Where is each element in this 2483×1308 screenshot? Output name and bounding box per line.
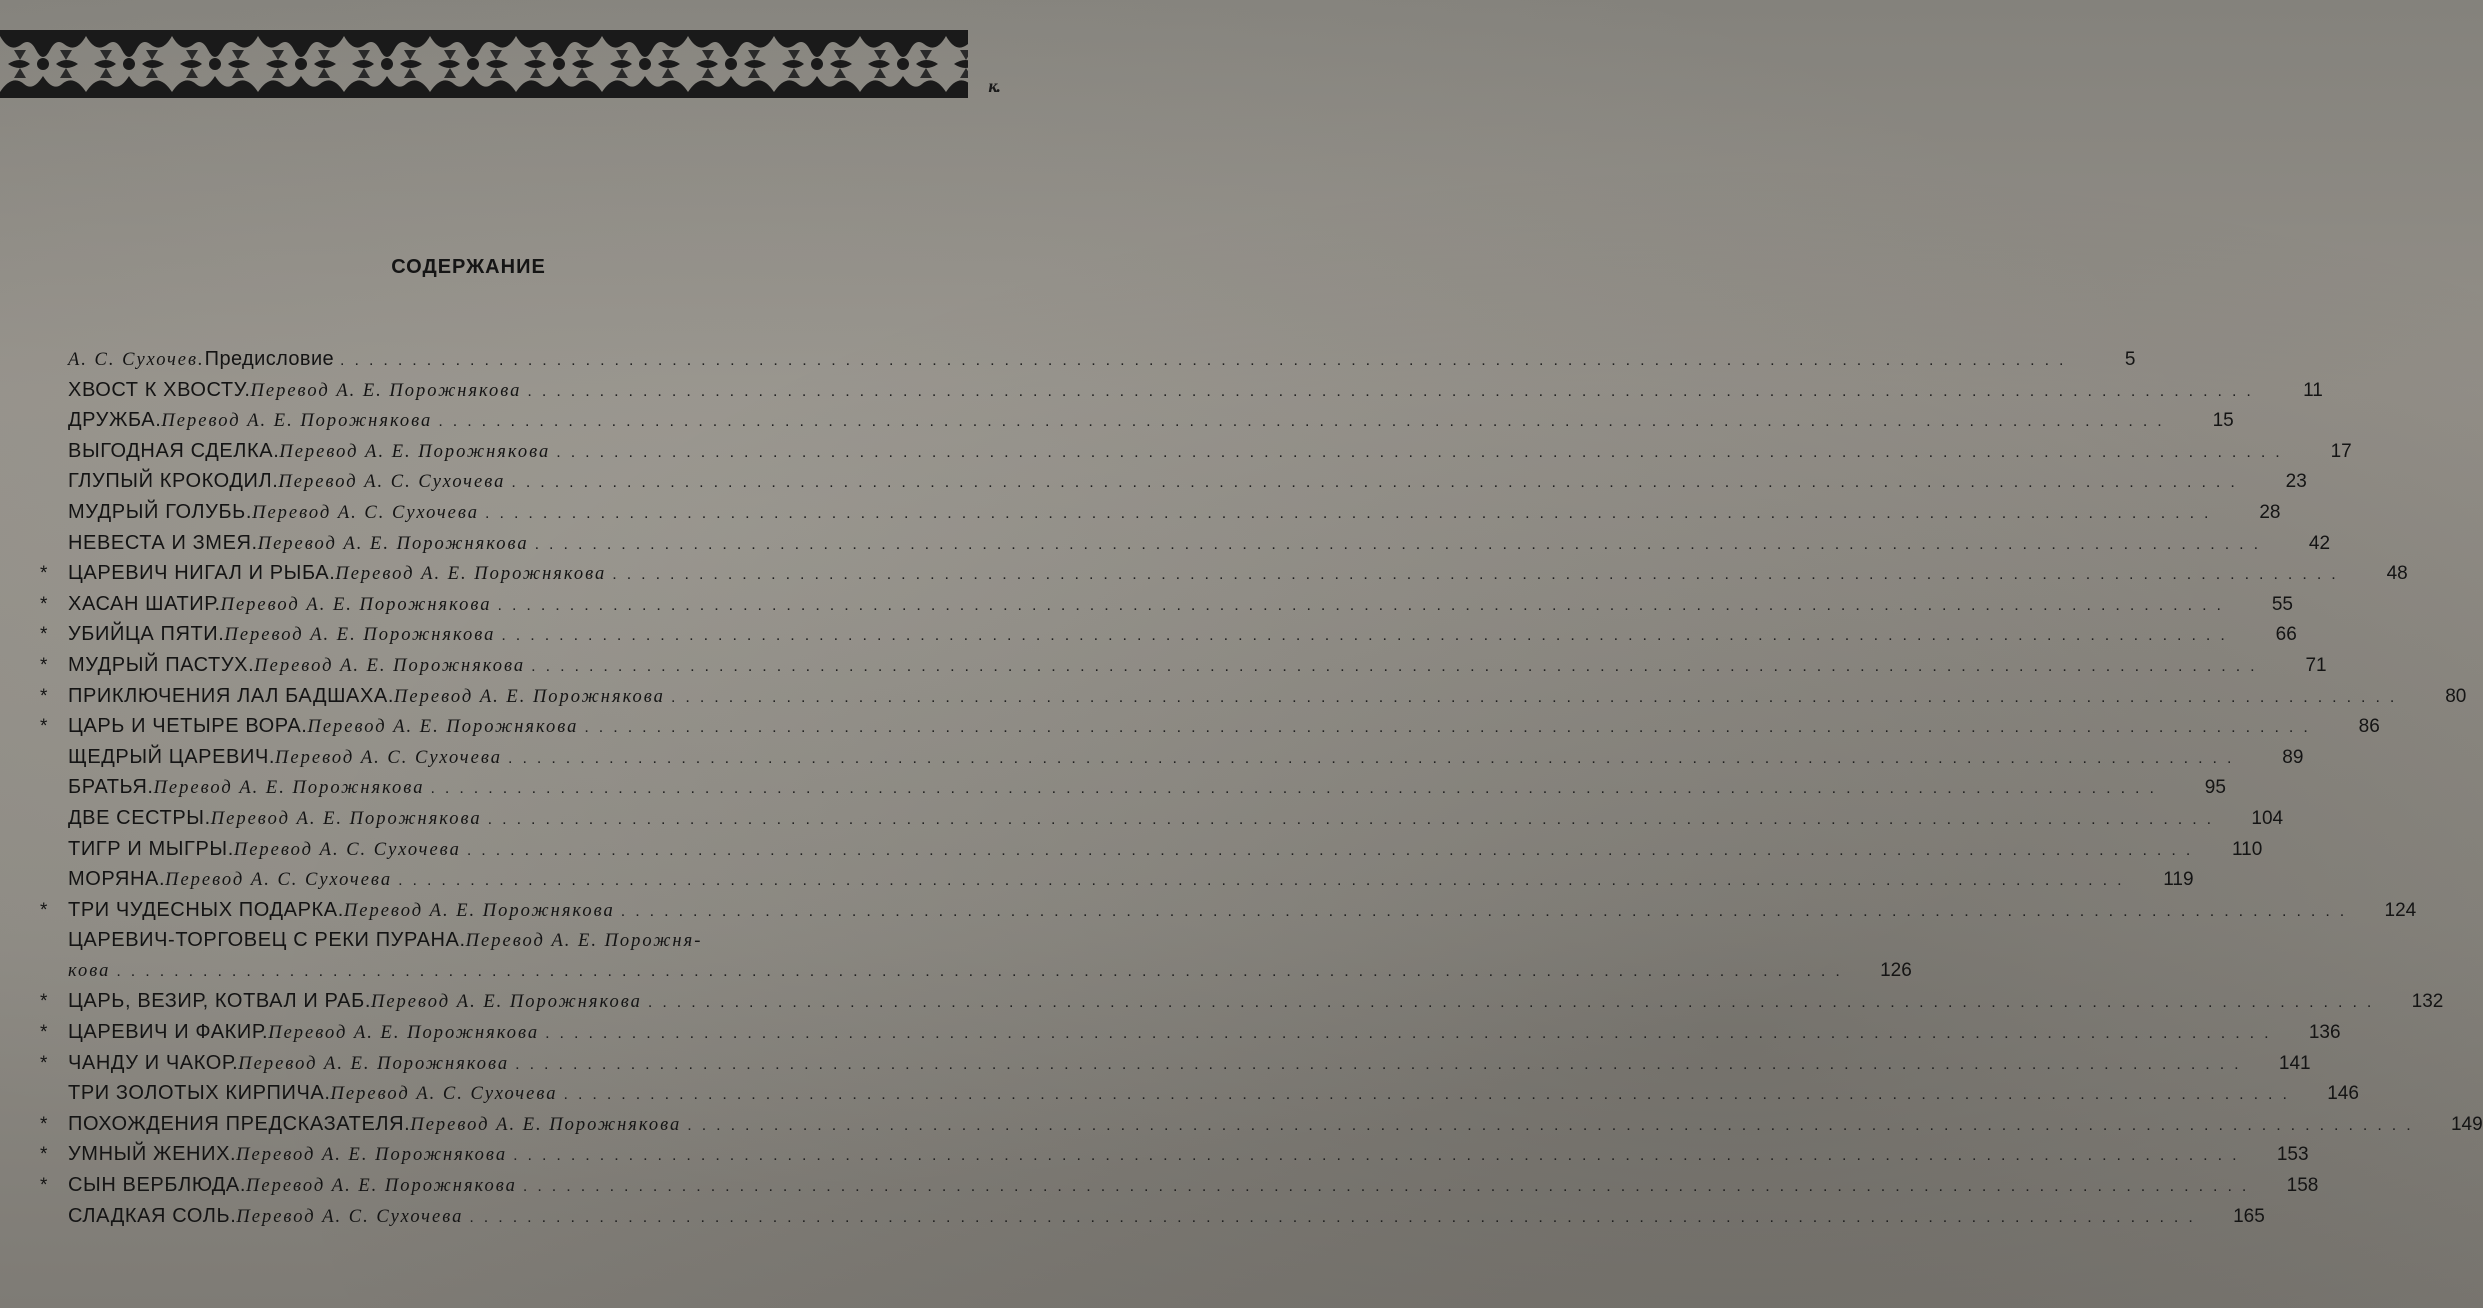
page-number: 86 — [2358, 716, 2380, 738]
page-number: 5 — [2124, 349, 2136, 370]
page-number: 146 — [2327, 1083, 2359, 1105]
entry-marker: * — [40, 1175, 48, 1197]
toc-entry — [32, 834, 2263, 865]
entry-marker: * — [40, 1144, 48, 1166]
page-number: 132 — [2411, 991, 2444, 1013]
entry-translator: Перевод А. Е. Порожнякова — [224, 625, 496, 646]
toc-entry — [32, 1017, 2341, 1048]
dot-leader: ........................................................................................................................ — [487, 810, 2222, 828]
entry-author: А. С. Сухочев. — [68, 350, 205, 370]
dot-leader: ........................................................................................................................ — [430, 780, 2164, 798]
toc-entry — [32, 589, 2293, 620]
entry-title: ПРИКЛЮЧЕНИЯ ЛАЛ БАДШАХА. — [68, 684, 395, 707]
page-number: 149 — [2450, 1113, 2483, 1135]
entry-title: СЛАДКАЯ СОЛЬ. — [68, 1204, 237, 1227]
entry-translator: Перевод А. С. Сухочева — [252, 502, 480, 523]
page-number: 23 — [2285, 471, 2307, 493]
entry-title: ДВЕ СЕСТРЫ. — [68, 806, 211, 829]
entry-title: ТРИ ЧУДЕСНЫХ ПОДАРКА. — [68, 898, 344, 921]
dot-leader: ........................................................................................................................ — [670, 688, 2405, 706]
toc-entry — [32, 1048, 2311, 1079]
page-title: СОДЕРЖАНИЕ — [391, 256, 546, 278]
dot-leader: ........................................................................................................................ — [469, 1208, 2203, 1226]
entry-marker: * — [40, 654, 48, 676]
toc-entry — [32, 803, 2284, 834]
entry-translator: Перевод А. Е. Порожнякова — [370, 992, 642, 1013]
page-number: 48 — [2386, 563, 2408, 585]
page-number: 110 — [2231, 838, 2263, 860]
toc-entry — [32, 558, 2408, 589]
table-of-contents — [32, 344, 2483, 1231]
page-number: 124 — [2384, 899, 2417, 921]
entry-translator: Перевод А. Е. Порожнякова — [246, 1176, 517, 1197]
page-number: 80 — [2445, 685, 2467, 707]
toc-entry — [32, 681, 2467, 712]
dot-leader: ........................................................................................................................ — [438, 413, 2172, 431]
entry-title: СЫН ВЕРБЛЮДА. — [68, 1174, 246, 1197]
page-number: 42 — [2308, 532, 2331, 554]
entry-translator: Перевод А. Е. Порожнякова — [220, 594, 492, 615]
entry-translator: Перевод А. Е. Порожнякова — [268, 1023, 540, 1044]
entry-title: ГЛУПЫЙ КРОКОДИЛ. — [68, 470, 279, 493]
page-number: 141 — [2278, 1052, 2311, 1074]
running-header-fragment: к. — [988, 76, 1000, 96]
dot-leader: ........................................................................................................................ — [612, 566, 2346, 584]
dot-leader: ........................................................................................................................ — [497, 596, 2231, 614]
toc-entry — [32, 497, 2281, 528]
entry-title: ЧАНДУ И ЧАКОР. — [68, 1051, 239, 1074]
toc-entry — [32, 436, 2352, 467]
entry-translator: Перевод А. Е. Порожнякова — [307, 717, 579, 738]
page-number: 104 — [2251, 807, 2284, 829]
dot-leader: ........................................................................................................................ — [647, 994, 2382, 1012]
toc-entry — [32, 1109, 2483, 1140]
entry-marker: * — [40, 563, 48, 585]
dot-leader: ........................................................................................................................ — [534, 535, 2269, 553]
entry-title: ЦАРЬ И ЧЕТЫРЕ ВОРА. — [68, 715, 308, 738]
entry-translator: Перевод А. Е. Порожнякова — [250, 380, 522, 401]
entry-translator: Перевод А. С. Сухочева — [165, 870, 393, 891]
entry-title: МУДРЫЙ ГОЛУБЬ. — [68, 500, 253, 523]
entry-title: ТРИ ЗОЛОТЫХ КИРПИЧА. — [68, 1082, 331, 1105]
toc-entry — [32, 405, 2234, 436]
entry-translator: Перевод А. С. Сухочева — [330, 1084, 558, 1105]
page-number: 28 — [2259, 501, 2281, 523]
dot-leader: ........................................................................................................................ — [522, 1178, 2257, 1196]
entry-translator-continued: кова — [68, 960, 111, 981]
page-number: 95 — [2204, 777, 2226, 799]
entry-translator: Перевод А. С. Сухочева — [278, 472, 506, 493]
entry-translator: Перевод А. Е. Порожнякова — [410, 1114, 682, 1135]
toc-entry — [32, 1139, 2309, 1170]
page-number: 126 — [1880, 959, 1912, 981]
toc-entry — [32, 1201, 2265, 1232]
toc-entry — [32, 742, 2304, 773]
toc-entry — [32, 925, 1912, 986]
toc-entry — [32, 375, 2323, 406]
dot-leader: ........................................................................................................................ — [513, 1147, 2247, 1165]
toc-entry — [32, 711, 2380, 742]
entry-marker: * — [40, 991, 48, 1013]
entry-translator: Перевод А. Е. Порожнякова — [394, 686, 665, 707]
entry-translator: Перевод А. Е. Порожня- — [465, 931, 703, 952]
entry-marker: * — [40, 1113, 48, 1135]
page-number: 136 — [2308, 1022, 2341, 1044]
dot-leader: ........................................................................................................................ — [545, 1025, 2279, 1043]
entry-marker: * — [40, 685, 48, 707]
entry-title: МОРЯНА. — [68, 868, 166, 891]
dot-leader: ........................................................................................................................ — [116, 962, 1850, 980]
entry-title: ЦАРЬ, ВЕЗИР, КОТВАЛ И РАБ. — [68, 990, 371, 1013]
dot-leader: ........................................................................................................................ — [511, 474, 2245, 492]
toc-entry — [32, 619, 2297, 650]
toc-entry — [32, 344, 2136, 375]
dot-leader: ........................................................................................................................ — [340, 352, 2074, 369]
entry-title: НЕВЕСТА И ЗМЕЯ. — [68, 531, 258, 554]
entry-marker: * — [40, 1022, 48, 1044]
entry-title: ЦАРЕВИЧ-ТОРГОВЕЦ С РЕКИ ПУРАНА. — [68, 929, 466, 952]
entry-translator: Перевод А. Е. Порожнякова — [343, 900, 615, 921]
entry-marker: * — [40, 716, 48, 738]
dot-leader: ........................................................................................................................ — [485, 504, 2219, 522]
dot-leader: ........................................................................................................................ — [687, 1116, 2421, 1134]
toc-entry — [32, 650, 2327, 681]
entry-translator: Перевод А. Е. Порожнякова — [335, 564, 607, 585]
entry-translator: Перевод А. Е. Порожнякова — [161, 411, 433, 432]
dot-leader: ........................................................................................................................ — [508, 749, 2242, 767]
toc-entry — [32, 528, 2331, 559]
entry-title: ЩЕДРЫЙ ЦАРЕВИЧ. — [68, 745, 276, 768]
entry-title: УМНЫЙ ЖЕНИХ. — [68, 1143, 237, 1166]
entry-translator: Перевод А. Е. Порожнякова — [153, 778, 425, 799]
entry-marker: * — [40, 899, 48, 921]
entry-title: ТИГР И МЫГРЫ. — [68, 837, 234, 860]
dot-leader: ........................................................................................................................ — [398, 872, 2132, 890]
dot-leader: ........................................................................................................................ — [466, 841, 2201, 859]
entry-title: ХВОСТ К ХВОСТУ. — [68, 378, 251, 401]
page-number: 15 — [2212, 410, 2234, 432]
dot-leader: ........................................................................................................................ — [527, 382, 2261, 400]
dot-leader: ........................................................................................................................ — [531, 657, 2265, 675]
entry-title: ЦАРЕВИЧ И ФАКИР. — [68, 1021, 269, 1044]
toc-entry — [32, 864, 2194, 895]
entry-title: ХАСАН ШАТИР. — [68, 592, 221, 615]
entry-title: ДРУЖБА. — [68, 409, 162, 432]
entry-translator: Перевод А. Е. Порожнякова — [279, 441, 551, 462]
entry-title: УБИЙЦА ПЯТИ. — [68, 623, 225, 646]
toc-entry — [32, 895, 2417, 926]
entry-translator: Перевод А. Е. Порожнякова — [238, 1053, 510, 1074]
entry-translator: Перевод А. С. Сухочева — [233, 839, 461, 860]
toc-entry — [32, 1170, 2319, 1201]
page-number: 165 — [2233, 1205, 2265, 1227]
page-number: 17 — [2330, 440, 2352, 462]
toc-entry — [32, 772, 2226, 803]
entry-translator: Перевод А. Е. Порожнякова — [257, 533, 529, 554]
entry-marker: * — [40, 624, 48, 646]
page-number: 153 — [2276, 1144, 2309, 1166]
entry-title: ВЫГОДНАЯ СДЕЛКА. — [68, 439, 280, 462]
dot-leader: ........................................................................................................................ — [563, 1086, 2297, 1104]
entry-translator: Перевод А. Е. Порожнякова — [210, 808, 482, 829]
page-number: 55 — [2271, 593, 2293, 615]
dot-leader: ........................................................................................................................ — [515, 1055, 2249, 1073]
dot-leader: ........................................................................................................................ — [501, 627, 2235, 645]
entry-title: Предисловие — [204, 348, 335, 370]
toc-entry — [32, 466, 2307, 497]
entry-translator: Перевод А. С. Сухочева — [275, 747, 502, 768]
entry-translator: Перевод А. Е. Порожнякова — [236, 1145, 508, 1166]
page-number: 119 — [2163, 869, 2194, 891]
page-number: 11 — [2303, 379, 2323, 401]
entry-translator: Перевод А. Е. Порожнякова — [254, 655, 526, 676]
decorative-ornament-border — [0, 30, 1000, 102]
toc-entry — [32, 1078, 2359, 1109]
page-number: 158 — [2286, 1175, 2319, 1197]
entry-title: ПОХОЖДЕНИЯ ПРЕДСКАЗАТЕЛЯ. — [68, 1112, 411, 1135]
page-number: 89 — [2282, 746, 2304, 768]
dot-leader: ........................................................................................................................ — [556, 443, 2290, 461]
dot-leader: ........................................................................................................................ — [620, 902, 2355, 920]
entry-title: БРАТЬЯ. — [68, 776, 154, 799]
entry-translator: Перевод А. С. Сухочева — [236, 1206, 464, 1227]
entry-marker: * — [40, 593, 48, 615]
toc-entry — [32, 986, 2444, 1017]
entry-title: ЦАРЕВИЧ НИГАЛ И РЫБА. — [68, 562, 336, 585]
entry-marker: * — [40, 1052, 48, 1074]
page-number: 71 — [2305, 654, 2327, 676]
page-number: 66 — [2275, 624, 2297, 646]
dot-leader: ........................................................................................................................ — [584, 719, 2318, 737]
entry-title: МУДРЫЙ ПАСТУХ. — [68, 653, 255, 676]
